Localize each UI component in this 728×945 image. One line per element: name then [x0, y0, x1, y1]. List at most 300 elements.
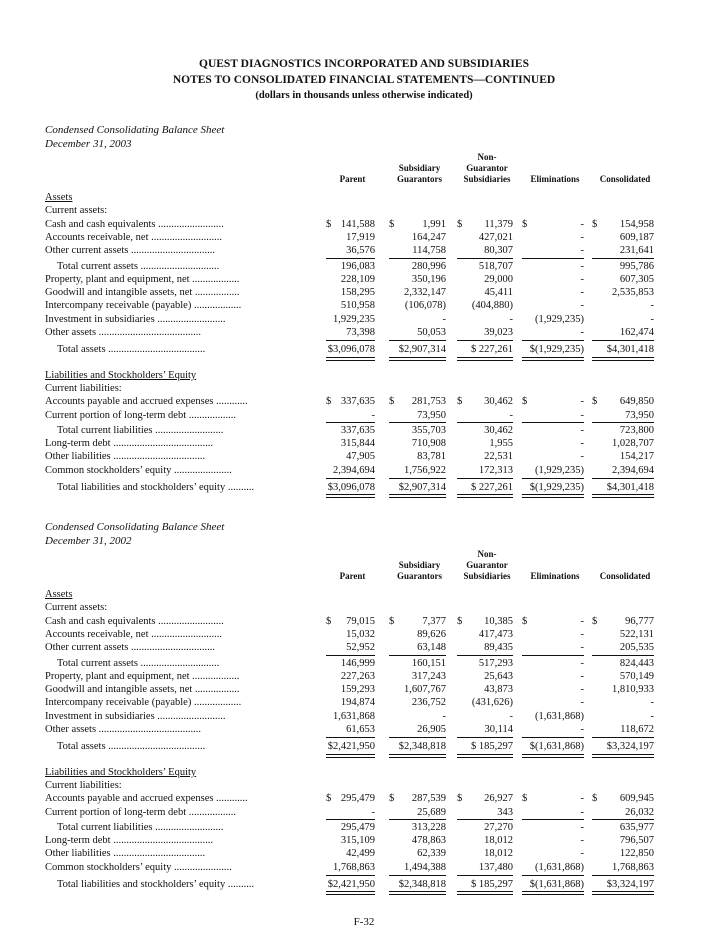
table-row [45, 696, 685, 710]
table-cell: 355,703 [411, 424, 446, 436]
row-label: Current liabilities: [45, 382, 122, 394]
table-cell: - [371, 409, 375, 421]
table-cell: $2,907,314 [398, 344, 446, 356]
row-label: Property, plant and equipment, net .................. [45, 670, 240, 682]
row-label: Total current assets .............................. [57, 260, 220, 272]
column-header-line: Non- [477, 152, 497, 162]
table-cell: - [580, 835, 584, 847]
column-header [326, 174, 379, 185]
column-header [326, 571, 379, 582]
table-cell: $2,421,950 [327, 879, 375, 890]
subtotal-rule [457, 340, 513, 341]
dollar-sign: $ [389, 218, 395, 230]
dollar-sign: $ [592, 396, 598, 408]
table-cell: $(1,929,235) [529, 344, 584, 356]
table-cell: 417,473 [478, 628, 513, 640]
table-cell: 287,539 [411, 793, 446, 805]
row-label: Investment in subsidiaries .......................... [45, 710, 226, 722]
table-cell: $2,907,314 [398, 482, 446, 493]
table-cell: 231,641 [619, 245, 654, 257]
table-cell: - [442, 710, 446, 722]
table-cell: 17,919 [346, 231, 375, 243]
table-cell: $4,301,418 [606, 344, 654, 356]
table-cell: 159,293 [340, 684, 375, 696]
subtotal-rule [389, 737, 446, 738]
column-header-line: Subsidiary [398, 560, 441, 570]
table-cell: 607,305 [619, 273, 654, 285]
column-header [457, 152, 517, 185]
table-cell: 25,689 [417, 806, 446, 818]
dollar-sign: $ [389, 396, 395, 408]
dollar-sign: $ [592, 615, 598, 627]
row-label: Total current assets .............................. [57, 657, 220, 669]
section-date: December 31, 2002 [45, 535, 132, 547]
table-cell: - [580, 438, 584, 450]
table-cell: 609,187 [619, 231, 654, 243]
table-cell: 118,672 [620, 724, 654, 735]
table-cell: - [580, 848, 584, 860]
row-label: Other current assets ................................ [45, 642, 216, 654]
table-cell: 995,786 [619, 260, 654, 272]
table-cell: 122,850 [619, 848, 654, 860]
total-double-rule [522, 357, 584, 361]
table-row [45, 779, 685, 793]
table-cell: 52,952 [346, 642, 375, 654]
table-cell: 649,850 [619, 396, 654, 408]
table-cell: - [580, 724, 584, 735]
section-title: Condensed Consolidating Balance Sheet [45, 124, 225, 136]
table-cell: $(1,631,868) [529, 741, 584, 753]
row-label: Cash and cash equivalents ......................... [45, 218, 224, 230]
subtotal-rule [592, 340, 654, 341]
total-double-rule [592, 357, 654, 361]
table-cell: $ 227,261 [471, 482, 513, 493]
table-row [45, 615, 685, 629]
row-label: Property, plant and equipment, net .................. [45, 273, 240, 285]
table-cell: 315,109 [340, 835, 375, 847]
subtotal-rule [389, 478, 446, 479]
table-cell: 295,479 [340, 793, 375, 805]
table-cell: - [580, 273, 584, 285]
table-cell: - [650, 300, 654, 312]
table-cell: 15,032 [346, 628, 375, 640]
row-label: Total liabilities and stockholders’ equity .......... [57, 879, 255, 890]
table-cell: 337,635 [340, 396, 375, 408]
table-cell: - [580, 396, 584, 408]
table-row [45, 464, 685, 478]
dollar-sign: $ [326, 615, 332, 627]
column-header-line: Non- [477, 549, 497, 559]
subtotal-rule [592, 737, 654, 738]
column-header-line: Subsidiaries [463, 571, 511, 581]
table-cell: 172,313 [478, 464, 513, 476]
subtotal-rule [522, 737, 584, 738]
table-cell: 723,800 [619, 424, 654, 436]
table-cell: (1,929,235) [535, 464, 584, 476]
column-header-line: Subsidiaries [463, 174, 511, 184]
column-header-line: Guarantor [466, 560, 508, 570]
total-double-rule [326, 754, 375, 758]
total-double-rule [326, 891, 375, 895]
total-double-rule [389, 357, 446, 361]
table-cell: 30,462 [484, 424, 513, 436]
dollar-sign: $ [457, 218, 463, 230]
total-double-rule [592, 891, 654, 895]
total-double-rule [457, 494, 513, 498]
table-cell: 2,394,694 [333, 464, 375, 476]
table-cell: 30,114 [484, 724, 513, 735]
subtotal-rule [522, 875, 584, 876]
total-double-rule [389, 891, 446, 895]
section-heading: Liabilities and Stockholders’ Equity [45, 766, 197, 778]
table-cell: - [650, 710, 654, 722]
row-label: Other liabilities ................................... [45, 451, 206, 463]
table-cell: - [580, 806, 584, 818]
table-cell: 154,958 [619, 218, 654, 230]
subtotal-rule [389, 875, 446, 876]
table-row [45, 601, 685, 615]
column-header [389, 560, 450, 582]
table-row [45, 343, 685, 357]
report-subtitle: NOTES TO CONSOLIDATED FINANCIAL STATEMENTS—CONTINUED [172, 74, 556, 86]
table-cell: 26,032 [625, 806, 654, 818]
table-row [45, 409, 685, 423]
column-header [457, 549, 517, 582]
table-cell: 36,576 [346, 245, 375, 257]
table-cell: 1,955 [489, 438, 513, 450]
dollar-sign: $ [326, 396, 332, 408]
table-cell: 1,768,863 [612, 861, 654, 873]
dollar-sign: $ [592, 218, 598, 230]
row-label: Current portion of long-term debt .................. [45, 806, 237, 818]
table-row [45, 740, 685, 754]
row-label: Common stockholders’ equity ...................... [45, 861, 232, 873]
table-cell: 158,295 [340, 287, 375, 299]
table-row [45, 806, 685, 820]
table-cell: $2,348,818 [398, 879, 446, 890]
column-header [389, 163, 450, 185]
table-row [45, 657, 685, 671]
column-header [592, 571, 658, 582]
table-cell: - [580, 218, 584, 230]
table-cell: 11,379 [484, 218, 513, 230]
table-cell: 22,531 [484, 451, 513, 463]
table-cell: (404,880) [471, 300, 513, 312]
row-label: Long-term debt ...................................... [45, 438, 213, 450]
dollar-sign: $ [522, 793, 528, 805]
table-cell: 710,908 [411, 438, 446, 450]
table-row [45, 670, 685, 684]
table-row [45, 683, 685, 697]
table-cell: 1,607,767 [404, 684, 446, 696]
table-cell: 227,263 [340, 670, 375, 682]
table-row [45, 369, 685, 383]
column-header-line: Guarantors [397, 571, 442, 581]
table-row [45, 204, 685, 218]
table-row [45, 231, 685, 245]
subtotal-rule [592, 478, 654, 479]
table-cell: 317,243 [411, 670, 446, 682]
table-cell: 7,377 [422, 615, 446, 627]
row-label: Total current liabilities .......................... [57, 424, 224, 436]
table-cell: 18,012 [484, 835, 513, 847]
total-double-rule [522, 494, 584, 498]
table-cell: 164,247 [411, 231, 446, 243]
table-row [45, 313, 685, 327]
column-header-line: Guarantor [466, 163, 508, 173]
table-cell: 26,905 [417, 724, 446, 735]
table-cell: (431,626) [471, 697, 513, 709]
row-label: Current portion of long-term debt .................. [45, 409, 237, 421]
table-cell: 518,707 [478, 260, 513, 272]
column-header-line: Consolidated [599, 571, 651, 581]
subtotal-rule [522, 340, 584, 341]
row-label: Common stockholders’ equity ...................... [45, 464, 232, 476]
dollar-sign: $ [457, 615, 463, 627]
row-label: Total current liabilities .......................... [57, 821, 224, 833]
total-double-rule [389, 494, 446, 498]
table-row [45, 260, 685, 274]
section-title: Condensed Consolidating Balance Sheet [45, 521, 225, 533]
table-row [45, 792, 685, 806]
table-row [45, 437, 685, 451]
table-cell: 350,196 [411, 273, 446, 285]
table-cell: 510,958 [340, 300, 375, 312]
dollar-sign: $ [326, 793, 332, 805]
table-cell: $3,324,197 [606, 741, 654, 753]
table-row [45, 641, 685, 655]
table-cell: 2,394,694 [612, 464, 654, 476]
table-row [45, 766, 685, 780]
table-cell: $3,096,078 [327, 482, 375, 493]
subtotal-rule [457, 875, 513, 876]
row-label: Goodwill and intangible assets, net ................. [45, 684, 240, 696]
table-cell: 47,905 [346, 451, 375, 463]
dollar-sign: $ [326, 218, 332, 230]
subtotal-rule [326, 875, 375, 876]
table-cell: 1,756,922 [404, 464, 446, 476]
table-cell: - [509, 710, 513, 722]
table-cell: 26,927 [484, 793, 513, 805]
table-cell: 280,996 [411, 260, 446, 272]
table-cell: 10,385 [484, 615, 513, 627]
table-cell: 194,874 [340, 697, 375, 709]
table-cell: - [509, 409, 513, 421]
table-row [45, 847, 685, 861]
table-row [45, 834, 685, 848]
column-header-line: Parent [339, 174, 366, 184]
table-cell: - [580, 821, 584, 833]
subtotal-rule [522, 478, 584, 479]
table-cell: - [580, 300, 584, 312]
subtotal-rule [457, 737, 513, 738]
table-cell: - [580, 245, 584, 257]
column-header [592, 174, 658, 185]
table-cell: 522,131 [619, 628, 654, 640]
table-cell: 27,270 [484, 821, 513, 833]
table-cell: 137,480 [478, 861, 513, 873]
dollar-sign: $ [457, 793, 463, 805]
table-cell: - [580, 670, 584, 682]
table-cell: 73,950 [625, 409, 654, 421]
table-cell: 29,000 [484, 273, 513, 285]
row-label: Total assets ..................................... [57, 741, 206, 753]
row-label: Other assets ....................................... [45, 724, 202, 735]
column-header-line: Subsidiary [398, 163, 441, 173]
table-cell: 609,945 [619, 793, 654, 805]
total-double-rule [326, 357, 375, 361]
table-cell: 196,083 [340, 260, 375, 272]
table-cell: 83,781 [417, 451, 446, 463]
row-label: Current assets: [45, 205, 108, 217]
table-row [45, 723, 685, 737]
subtotal-rule [389, 340, 446, 341]
table-cell: $ 185,297 [471, 741, 513, 753]
table-cell: 205,535 [619, 642, 654, 654]
report-units-note: (dollars in thousands unless otherwise indicated) [255, 90, 473, 101]
row-label: Accounts payable and accrued expenses ............ [45, 396, 248, 408]
table-cell: (106,078) [404, 300, 446, 312]
table-cell: 73,398 [346, 327, 375, 338]
table-cell: (1,631,868) [535, 710, 584, 722]
table-cell: - [580, 409, 584, 421]
row-label: Investment in subsidiaries .......................... [45, 313, 226, 325]
table-cell: 2,332,147 [404, 287, 446, 299]
table-cell: - [442, 313, 446, 325]
table-cell: 43,873 [484, 684, 513, 696]
column-header-line: Parent [339, 571, 366, 581]
section-heading: Liabilities and Stockholders’ Equity [45, 369, 197, 381]
table-row [45, 244, 685, 258]
table-cell: 63,148 [417, 642, 446, 654]
table-cell: 96,777 [625, 615, 654, 627]
table-cell: 141,588 [340, 218, 375, 230]
table-cell: - [580, 231, 584, 243]
table-cell: 315,844 [340, 438, 375, 450]
table-cell: 796,507 [619, 835, 654, 847]
table-cell: 228,109 [340, 273, 375, 285]
table-cell: $3,324,197 [606, 879, 654, 890]
table-cell: - [580, 287, 584, 299]
subtotal-rule [326, 478, 375, 479]
table-cell: 1,631,868 [333, 710, 375, 722]
section-heading: Assets [45, 192, 73, 203]
table-cell: 162,474 [619, 327, 654, 338]
table-cell: 337,635 [340, 424, 375, 436]
table-cell: 79,015 [346, 615, 375, 627]
table-cell: 478,863 [411, 835, 446, 847]
row-label: Cash and cash equivalents ......................... [45, 615, 224, 627]
table-cell: - [580, 260, 584, 272]
table-cell: - [509, 313, 513, 325]
table-cell: 146,999 [340, 657, 375, 669]
table-cell: $ 185,297 [471, 879, 513, 890]
table-cell: $4,301,418 [606, 482, 654, 493]
table-cell: 824,443 [619, 657, 654, 669]
column-header-line: Eliminations [530, 571, 580, 581]
table-cell: - [580, 684, 584, 696]
table-cell: 635,977 [619, 821, 654, 833]
column-header [522, 174, 588, 185]
table-row [45, 395, 685, 409]
total-double-rule [592, 754, 654, 758]
table-cell: 62,339 [417, 848, 446, 860]
column-header-line: Eliminations [530, 174, 580, 184]
table-cell: 160,151 [411, 657, 446, 669]
table-cell: 343 [497, 806, 513, 818]
table-cell: (1,631,868) [535, 861, 584, 873]
table-cell: $2,348,818 [398, 741, 446, 753]
table-cell: 1,929,235 [333, 313, 375, 325]
row-label: Other current assets ................................ [45, 245, 216, 257]
total-double-rule [522, 891, 584, 895]
report-title: QUEST DIAGNOSTICS INCORPORATED AND SUBSIDIARIES [199, 58, 529, 70]
table-cell: 1,768,863 [333, 861, 375, 873]
column-header-line: Consolidated [599, 174, 651, 184]
table-cell: - [650, 313, 654, 325]
table-row [45, 588, 685, 602]
table-cell: 18,012 [484, 848, 513, 860]
total-double-rule [457, 357, 513, 361]
section-heading: Assets [45, 589, 73, 600]
table-cell: $3,096,078 [327, 344, 375, 356]
dollar-sign: $ [457, 396, 463, 408]
table-cell: 30,462 [484, 396, 513, 408]
table-row [45, 710, 685, 724]
table-cell: 517,293 [478, 657, 513, 669]
row-label: Total assets ..................................... [57, 344, 206, 356]
table-cell: - [650, 697, 654, 709]
total-double-rule [457, 754, 513, 758]
table-row [45, 273, 685, 287]
dollar-sign: $ [389, 615, 395, 627]
row-label: Long-term debt ...................................... [45, 835, 213, 847]
table-cell: 89,435 [484, 642, 513, 654]
subtotal-rule [457, 478, 513, 479]
table-row [45, 382, 685, 396]
total-double-rule [457, 891, 513, 895]
table-row [45, 326, 685, 340]
table-row [45, 481, 685, 495]
table-cell: 73,950 [417, 409, 446, 421]
table-cell: - [580, 657, 584, 669]
table-cell: $ 227,261 [471, 344, 513, 356]
table-cell: - [580, 793, 584, 805]
table-cell: - [580, 697, 584, 709]
table-cell: 25,643 [484, 670, 513, 682]
table-cell: 236,752 [411, 697, 446, 709]
table-cell: 570,149 [619, 670, 654, 682]
table-cell: $(1,929,235) [529, 482, 584, 493]
subtotal-rule [592, 875, 654, 876]
section-date: December 31, 2003 [45, 138, 132, 150]
total-double-rule [326, 494, 375, 498]
table-row [45, 424, 685, 438]
table-row [45, 286, 685, 300]
table-cell: - [580, 327, 584, 338]
dollar-sign: $ [522, 396, 528, 408]
table-cell: - [580, 615, 584, 627]
table-cell: 42,499 [346, 848, 375, 860]
table-cell: 50,053 [417, 327, 446, 338]
row-label: Accounts payable and accrued expenses ............ [45, 793, 248, 805]
row-label: Intercompany receivable (payable) .................. [45, 300, 242, 312]
row-label: Accounts receivable, net ........................... [45, 628, 222, 640]
table-row [45, 218, 685, 232]
table-row [45, 450, 685, 464]
table-row [45, 878, 685, 892]
dollar-sign: $ [522, 615, 528, 627]
